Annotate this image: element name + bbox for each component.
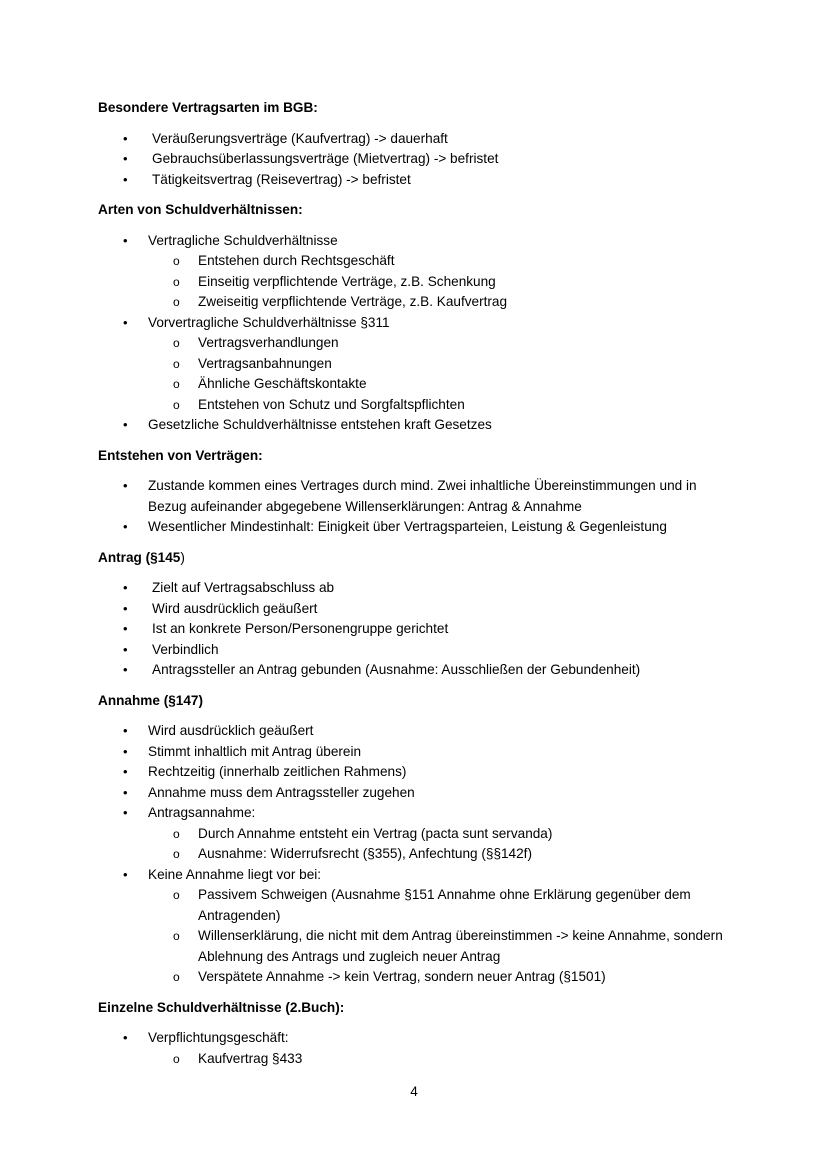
sub-list-item: o Kaufvertrag §433 (98, 1049, 738, 1070)
section-heading-annahme: Annahme (§147) (98, 692, 204, 708)
bullet-list (98, 476, 738, 538)
list-item: • Zustande kommen eines Vertrages durch mind. Zwei inhaltliche Übereinstimmungen und in Bezug aufeinander abgegebene Willenserklärungen: Antrag & Annahme (123, 478, 697, 514)
circle-bullet-icon: o (173, 929, 180, 943)
list-item: • Gebrauchsüberlassungsverträge (Mietvertrag) -> befristet (98, 149, 738, 170)
list-item: • Keine Annahme liegt vor bei: (98, 865, 738, 886)
sub-list-item: o Zweiseitig verpflichtende Verträge, z.B. Kaufvertrag (98, 292, 738, 313)
bullet-list (98, 721, 738, 988)
circle-bullet-icon: o (173, 397, 180, 412)
bullet-list (98, 129, 738, 191)
sub-list-item: o Durch Annahme entsteht ein Vertrag (pacta sunt servanda) (98, 824, 738, 845)
circle-bullet-icon: o (173, 254, 180, 268)
bullet-icon: • (123, 621, 128, 636)
list-item: • Ist an konkrete Person/Personengruppe gerichtet (98, 619, 738, 640)
circle-bullet-icon: o (173, 888, 180, 902)
section-heading-antrag: Antrag (§145) (98, 549, 185, 565)
sub-list-item: o Ähnliche Geschäftskontakte (98, 374, 738, 395)
bullet-list (98, 231, 738, 436)
list-item: • Antragsannahme: (98, 803, 738, 824)
circle-bullet-icon: o (173, 826, 180, 841)
sub-list-item: o Entstehen von Schutz und Sorgfaltspflichten (98, 395, 738, 416)
sub-list-item: o Entstehen durch Rechtsgeschäft (98, 251, 738, 272)
section-heading-schuldverhaeltnisse: Arten von Schuldverhältnissen: (98, 202, 303, 217)
list-item: • Annahme muss dem Antragssteller zugehen (98, 783, 738, 804)
sub-list-item: o Vertragsanbahnungen (98, 354, 738, 375)
circle-bullet-icon: o (173, 295, 180, 309)
list-item: • Veräußerungsverträge (Kaufvertrag) -> dauerhaft (98, 129, 738, 150)
section-heading-entstehen: Entstehen von Verträgen: (98, 447, 263, 463)
circle-bullet-icon: o (173, 274, 180, 289)
list-item: • Vertragliche Schuldverhältnisse (98, 231, 738, 252)
bullet-icon: • (123, 232, 128, 248)
circle-bullet-icon: o (173, 377, 180, 391)
circle-bullet-icon: o (173, 336, 180, 350)
list-item: • Tätigkeitsvertrag (Reisevertrag) -> befristet (98, 170, 738, 191)
document-page (98, 98, 738, 1069)
circle-bullet-icon: o (173, 970, 180, 984)
circle-bullet-icon: o (173, 1051, 180, 1066)
list-item: • Verbindlich (98, 640, 738, 661)
list-item: • Gesetzliche Schuldverhältnisse entstehen kraft Gesetzes (98, 415, 738, 436)
bullet-icon: • (123, 519, 128, 534)
sub-list-item: o Passivem Schweigen (Ausnahme §151 Annahme ohne Erklärung gegenüber dem Antragenden) (173, 887, 691, 923)
bullet-icon: • (123, 417, 128, 432)
section-heading-vertragsarten: Besondere Vertragsarten im BGB: (98, 100, 318, 115)
bullet-icon: • (123, 130, 128, 146)
bullet-list (98, 578, 738, 681)
bullet-icon: • (123, 478, 128, 493)
list-item: • Wird ausdrücklich geäußert (98, 721, 738, 742)
bullet-icon: • (123, 171, 128, 187)
list-item: • Antragssteller an Antrag gebunden (Ausnahme: Ausschließen der Gebundenheit) (98, 660, 738, 681)
bullet-icon: • (123, 784, 128, 800)
bullet-icon: • (123, 600, 128, 616)
list-item: • Rechtzeitig (innerhalb zeitlichen Rahmens) (98, 762, 738, 783)
list-item: • Stimmt inhaltlich mit Antrag überein (98, 742, 738, 763)
section-heading-einzelne: Einzelne Schuldverhältnisse (2.Buch): (98, 999, 345, 1015)
bullet-icon: • (123, 1030, 128, 1045)
sub-list-item: o Ausnahme: Widerrufsrecht (§355), Anfechtung (§§142f) (98, 844, 738, 865)
bullet-icon: • (123, 866, 128, 882)
sub-list-item: o Verspätete Annahme -> kein Vertrag, sondern neuer Antrag (§1501) (98, 967, 738, 988)
sub-list-item: o Vertragsverhandlungen (98, 333, 738, 354)
bullet-icon: • (123, 743, 128, 759)
bullet-icon: • (123, 151, 128, 166)
bullet-icon: • (123, 723, 128, 738)
list-item: • Verpflichtungsgeschäft: (98, 1028, 738, 1049)
bullet-icon: • (123, 662, 128, 677)
circle-bullet-icon: o (173, 847, 180, 861)
sub-list-item: o Willenserklärung, die nicht mit dem Antrag übereinstimmen -> keine Annahme, sondern Ablehnung des Antrags und zugleich neuer Antrag (173, 928, 723, 964)
page-number: 4 (410, 1084, 418, 1099)
list-item: • Wesentlicher Mindestinhalt: Einigkeit über Vertragsparteien, Leistung & Gegenleistung (98, 517, 738, 538)
bullet-icon: • (123, 641, 128, 657)
bullet-list (98, 1028, 738, 1069)
bullet-icon: • (123, 580, 128, 595)
list-item: • Zielt auf Vertragsabschluss ab (98, 578, 738, 599)
circle-bullet-icon: o (173, 356, 180, 371)
bullet-icon: • (123, 764, 128, 779)
bullet-icon: • (123, 314, 128, 330)
list-item: • Wird ausdrücklich geäußert (98, 599, 738, 620)
sub-list-item: o Einseitig verpflichtende Verträge, z.B. Schenkung (98, 272, 738, 293)
list-item: • Vorvertragliche Schuldverhältnisse §311 (98, 313, 738, 334)
bullet-icon: • (123, 805, 128, 820)
